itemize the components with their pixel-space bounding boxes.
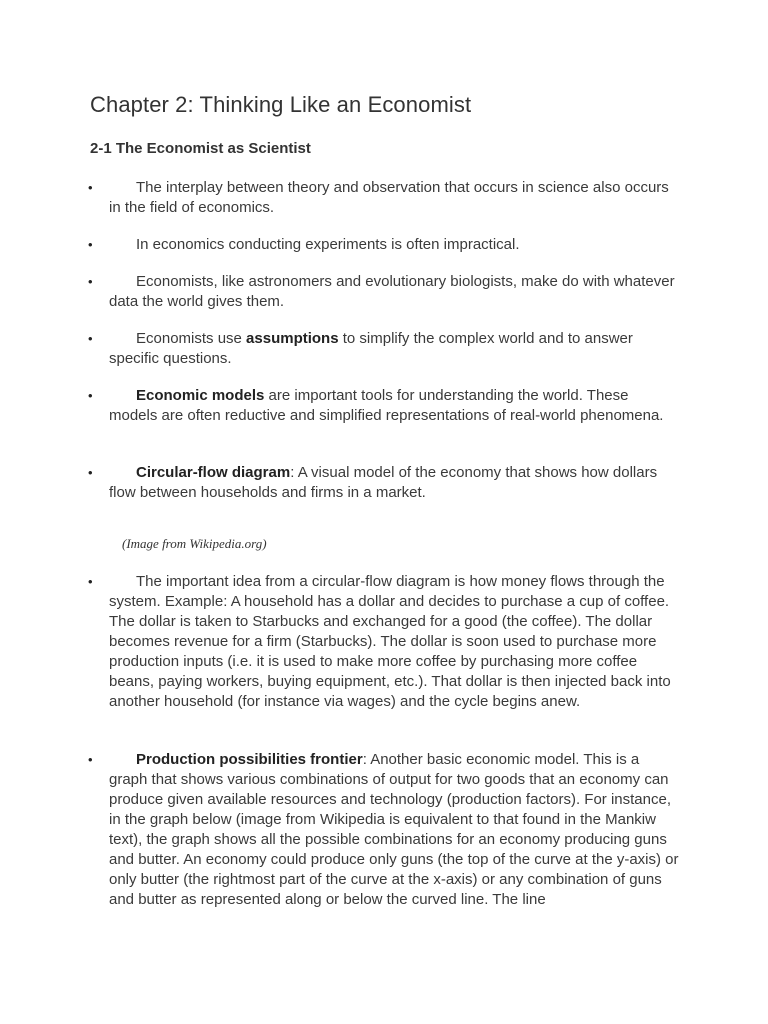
section-title: 2-1 The Economist as Scientist (90, 140, 311, 157)
bullet-text: The interplay between theory and observation that occurs in science also occurs in the field of economics. (109, 179, 669, 216)
list-item (88, 386, 688, 426)
image-caption: (Image from Wikipedia.org) (122, 536, 267, 551)
bullet-marker: • (88, 752, 93, 767)
bullet-term: assumptions (246, 330, 339, 347)
list-item (88, 750, 688, 910)
bullet-text: Economists, like astronomers and evolutionary biologists, make do with whatever data the world gives them. (109, 273, 675, 310)
bullet-marker: • (88, 388, 93, 403)
bullet-marker: • (88, 331, 93, 346)
list-item (88, 235, 688, 255)
bullet-marker: • (88, 574, 93, 589)
bullet-text-prefix: Economists use (136, 330, 247, 347)
bullet-marker: • (88, 237, 93, 252)
list-item (88, 463, 688, 503)
bullet-term: Economic models (136, 387, 265, 404)
bullet-text: In economics conducting experiments is often impractical. (136, 236, 520, 253)
bullet-text: are important tools for understanding the world. These models are often reductive and simplified representations of real-world phenomena. (109, 387, 664, 424)
bullet-text: : Another basic economic model. This is a graph that shows various combinations of output for two goods that an economy can produce given available resources and technology (production factors). For instance, in the graph below (image from Wikipedia is equivalent to that found in the Mankiw text), the graph shows all the possible combinations for an economy producing guns and butter. An economy could produce only guns (the top of the curve at the y-axis) or only butter (the rightmost part of the curve at the x-axis) or any combination of guns and butter as represented along or below the curved line. The line (109, 751, 679, 908)
list-item (88, 178, 688, 218)
chapter-title: Chapter 2: Thinking Like an Economist (90, 92, 472, 117)
list-item (88, 272, 688, 312)
bullet-marker: • (88, 180, 93, 195)
bullet-term: Production possibilities frontier (136, 751, 363, 768)
bullet-term: Circular-flow diagram (136, 464, 291, 481)
bullet-marker: • (88, 465, 93, 480)
list-item (88, 329, 688, 369)
bullet-text: The important idea from a circular-flow diagram is how money flows through the system. Example: A household has a dollar and decides to purchase a cup of coffee. The dollar is taken to Starbucks and exchanged for a good (the coffee). The dollar becomes revenue for a firm (Starbucks). The dollar is soon used to purchase more production inputs (i.e. it is used to make more coffee by purchasing more coffee beans, paying workers, buying equipment, etc.). That dollar is then injected back into another household (for instance via wages) and the cycle begins anew. (109, 573, 671, 710)
bullet-text: to simplify the complex world and to answer specific questions. (109, 330, 633, 367)
bullet-marker: • (88, 274, 93, 289)
bullet-text: : A visual model of the economy that shows how dollars flow between households and firms in a market. (109, 464, 658, 501)
list-item (88, 572, 688, 712)
